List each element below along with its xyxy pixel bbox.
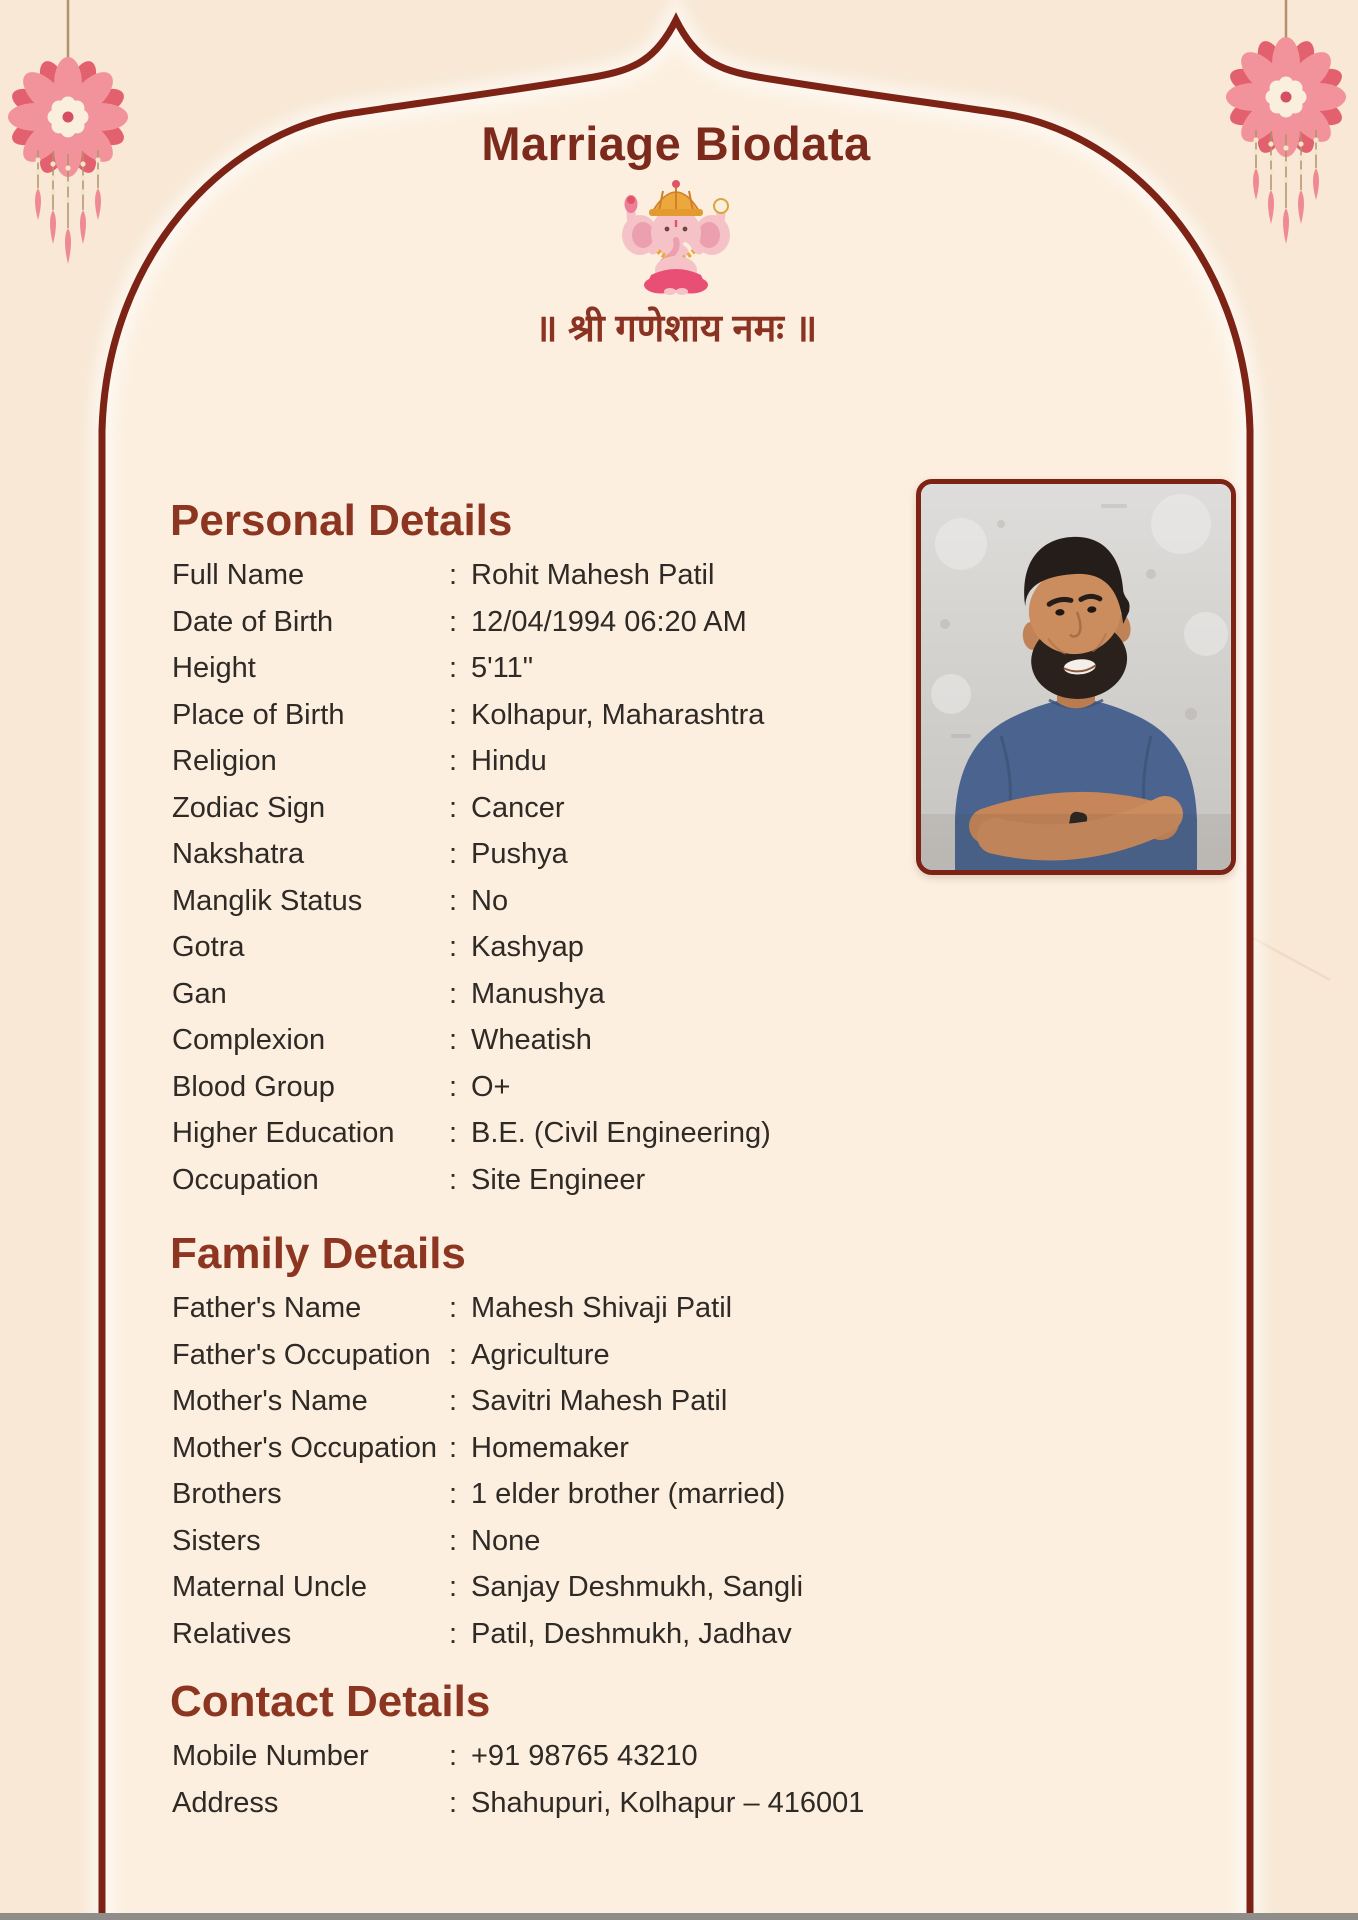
row-separator: : <box>449 605 458 638</box>
detail-row <box>172 1564 930 1611</box>
row-value: 5'11" <box>471 652 534 684</box>
row-separator: : <box>449 559 458 591</box>
row-value: Agriculture <box>471 1338 610 1371</box>
row-value: 1 elder brother (married) <box>471 1478 786 1510</box>
contact-details-rows <box>172 1733 930 1826</box>
ganesha-icon <box>601 178 751 300</box>
detail-row <box>172 924 930 971</box>
row-separator: : <box>449 931 458 963</box>
row-value: Shahupuri, Kolhapur – 416001 <box>471 1786 865 1819</box>
row-label: Religion <box>172 745 277 777</box>
row-value: B.E. (Civil Engineering) <box>471 1117 771 1149</box>
row-value: Kashyap <box>471 931 584 963</box>
personal-details-rows <box>172 552 930 1203</box>
row-label: Blood Group <box>172 1070 335 1103</box>
row-label: Sisters <box>172 1524 261 1557</box>
detail-row <box>172 1064 930 1111</box>
section-heading: Contact Details <box>170 1677 491 1726</box>
detail-row <box>172 1471 930 1518</box>
row-value: Cancer <box>471 791 565 824</box>
detail-row <box>172 831 930 878</box>
row-value: Site Engineer <box>471 1163 646 1196</box>
row-separator: : <box>449 838 458 870</box>
section-heading: Personal Details <box>170 496 513 545</box>
row-separator: : <box>449 1786 458 1819</box>
row-value: Homemaker <box>471 1431 629 1464</box>
row-value: +91 98765 43210 <box>471 1740 698 1772</box>
row-label: Gotra <box>172 931 245 963</box>
detail-row <box>172 1780 930 1827</box>
row-separator: : <box>449 1617 458 1650</box>
row-separator: : <box>449 791 458 824</box>
row-label: Mobile Number <box>172 1740 369 1772</box>
row-value: 12/04/1994 06:20 AM <box>471 605 747 638</box>
bottom-edge-strip <box>0 1913 1358 1920</box>
portrait-photo <box>916 479 1236 875</box>
row-label: Father's Name <box>172 1292 362 1324</box>
row-label: Occupation <box>172 1163 319 1196</box>
row-separator: : <box>449 1740 458 1772</box>
row-label: Height <box>172 652 256 684</box>
row-label: Father's Occupation <box>172 1338 431 1371</box>
row-value: Rohit Mahesh Patil <box>471 559 715 591</box>
row-separator: : <box>449 1385 458 1417</box>
row-value: Pushya <box>471 838 568 870</box>
row-label: Mother's Occupation <box>172 1431 438 1464</box>
detail-row <box>172 645 930 692</box>
detail-row <box>172 1110 930 1157</box>
section-personal-details <box>170 494 930 1203</box>
row-separator: : <box>449 1571 458 1603</box>
detail-row <box>172 1518 930 1565</box>
row-label: Maternal Uncle <box>172 1571 368 1603</box>
row-separator: : <box>449 745 458 777</box>
row-value: Hindu <box>471 745 547 777</box>
detail-row <box>172 1017 930 1064</box>
row-value: Manushya <box>471 977 605 1010</box>
detail-row <box>172 1425 930 1472</box>
detail-row <box>172 552 930 599</box>
row-label: Address <box>172 1786 279 1819</box>
detail-row <box>172 785 930 832</box>
row-separator: : <box>449 1338 458 1371</box>
row-label: Zodiac Sign <box>172 791 326 824</box>
row-value: Kolhapur, Maharashtra <box>471 698 765 731</box>
row-separator: : <box>449 1070 458 1103</box>
row-separator: : <box>449 1117 458 1149</box>
row-separator: : <box>449 1478 458 1510</box>
detail-row <box>172 738 930 785</box>
detail-row <box>172 1332 930 1379</box>
detail-row <box>172 1611 930 1658</box>
row-separator: : <box>449 1524 458 1557</box>
page-title: Marriage Biodata <box>481 117 871 170</box>
row-separator: : <box>449 977 458 1010</box>
row-value: No <box>471 884 509 917</box>
row-label: Nakshatra <box>172 838 305 870</box>
detail-row <box>172 599 930 646</box>
row-label: Complexion <box>172 1024 326 1056</box>
row-value: Sanjay Deshmukh, Sangli <box>471 1571 804 1603</box>
family-details-rows <box>172 1285 930 1657</box>
section-contact-details <box>170 1675 930 1826</box>
detail-row <box>172 1285 930 1332</box>
row-label: Full Name <box>172 559 305 591</box>
row-separator: : <box>449 1024 458 1056</box>
row-label: Higher Education <box>172 1117 395 1149</box>
row-label: Manglik Status <box>172 884 363 917</box>
row-label: Gan <box>172 977 227 1010</box>
row-separator: : <box>449 652 458 684</box>
section-heading: Family Details <box>170 1229 466 1278</box>
row-separator: : <box>449 1431 458 1464</box>
row-value: Savitri Mahesh Patil <box>471 1385 728 1417</box>
row-label: Mother's Name <box>172 1385 368 1417</box>
invocation-text: ॥ श्री गणेशाय नमः ॥ <box>534 308 818 350</box>
row-value: Mahesh Shivaji Patil <box>471 1292 733 1324</box>
row-label: Place of Birth <box>172 698 345 731</box>
detail-row <box>172 1157 930 1204</box>
row-value: Wheatish <box>471 1024 592 1056</box>
section-family-details <box>170 1227 930 1657</box>
biodata-content <box>170 494 930 1826</box>
row-separator: : <box>449 1292 458 1324</box>
detail-row <box>172 692 930 739</box>
row-label: Brothers <box>172 1478 282 1510</box>
detail-row <box>172 878 930 925</box>
detail-row <box>172 1733 930 1780</box>
row-separator: : <box>449 698 458 731</box>
row-separator: : <box>449 884 458 917</box>
row-value: None <box>471 1524 541 1557</box>
detail-row <box>172 971 930 1018</box>
detail-row <box>172 1378 930 1425</box>
row-value: O+ <box>471 1070 511 1103</box>
row-label: Date of Birth <box>172 605 334 638</box>
row-label: Relatives <box>172 1617 292 1650</box>
row-value: Patil, Deshmukh, Jadhav <box>471 1617 792 1650</box>
row-separator: : <box>449 1163 458 1196</box>
